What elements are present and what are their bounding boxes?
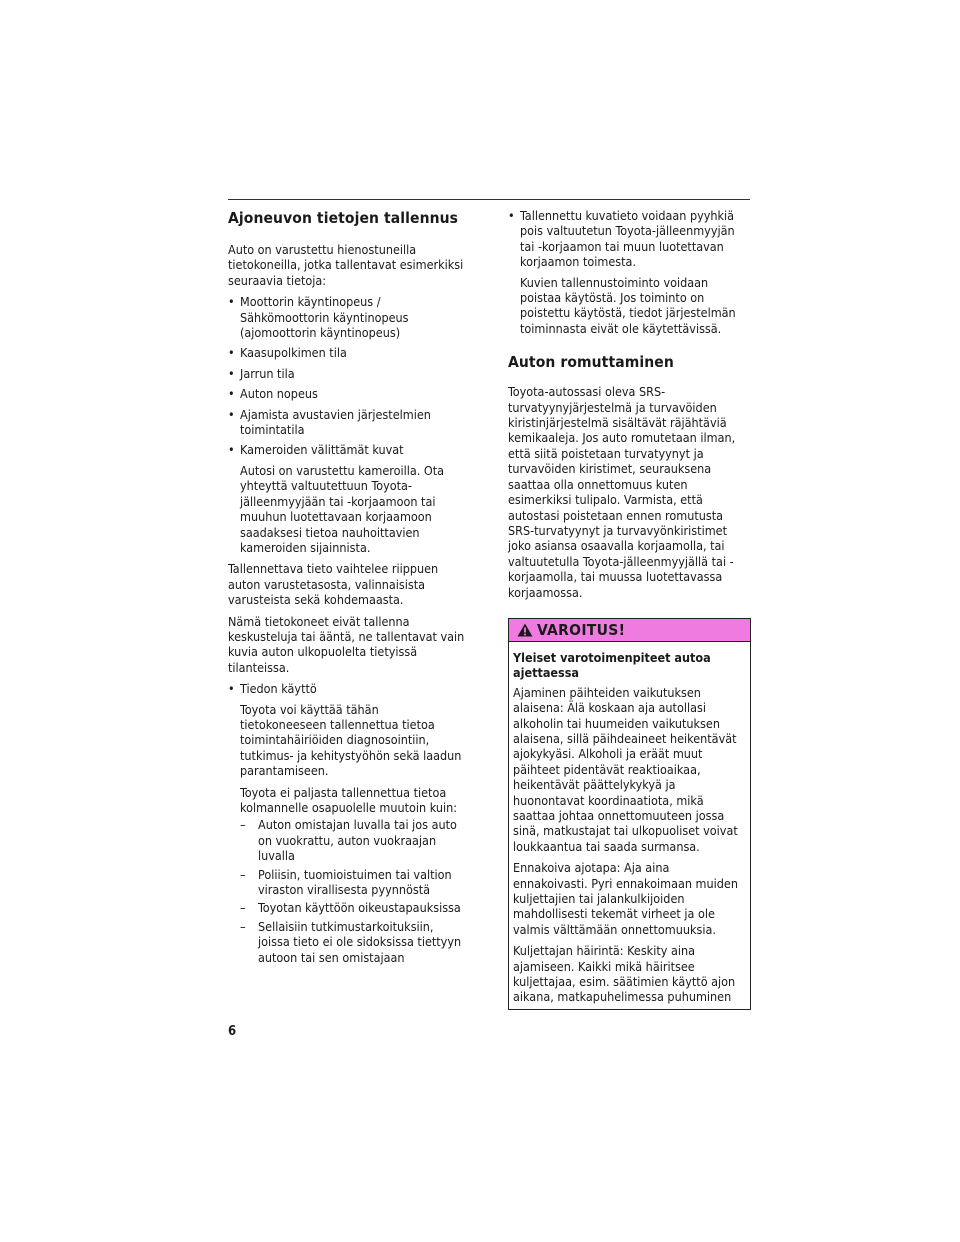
dash-item: – Toyotan käyttöön oikeustapauksissa	[228, 900, 468, 915]
warning-box	[508, 618, 751, 1010]
usage-paragraph-1: Toyota voi käyttää tähän tietokoneeseen tallennettua tietoa toimintahäiriöiden diagnosointiin, tutkimus- ja kehitystyöhön sekä laadun parantamiseen.	[240, 701, 462, 779]
paragraph-no-audio: Nämä tietokoneet eivät tallenna keskusteluja tai ääntä, ne tallentavat vain kuvia auton ulkopuolelta tietyissä tilanteissa.	[228, 613, 465, 675]
list-item: • Ajamista avustavien järjestelmien toimintatila	[228, 407, 468, 438]
left-column	[228, 208, 468, 968]
warning-paragraph-distraction: Kuljettajan häirintä: Keskity aina ajamiseen. Kaikki mikä häiritsee kuljettajaa, esim. säätimien käyttö ajon aikana, matkapuhelimessa puhuminen	[513, 943, 736, 1005]
warning-paragraph-defensive-driving: Ennakoiva ajotapa: Aja aina ennakoivasti. Pyri ennakoimaan muiden kuljettajien tai jalankulkijoiden mahdollisesti tekemät virheet ja ole valmis välttämään onnettomuuksia.	[513, 860, 738, 937]
paragraph-variation: Tallennettava tieto vaihtelee riippuen auton varustetasosta, valinnaisista varusteista sekä kohdemaasta.	[228, 561, 439, 608]
camera-note: Autosi on varustettu kameroilla. Ota yhteyttä valtuutettuun Toyota-jälleenmyyjään tai -korjaamoon tai muuhun luotettavaan korjaamoon saadaksesi tietoa nauhoittavien kameroiden sijainnista.	[240, 462, 445, 555]
list-item-image-deletion: • Tallennettu kuvatieto voidaan pyyhkiä pois valtuutetun Toyota-jälleenmyyjän tai -korjaamon tai muun luotettavan korjaamon toimesta.	[508, 208, 751, 270]
list-item-data-usage: • Tiedon käyttö	[228, 681, 468, 696]
section-heading-scrapping: Auton romuttaminen	[508, 353, 674, 372]
warning-label: VAROITUS!	[537, 620, 626, 639]
warning-header	[509, 619, 750, 642]
dash-item: – Sellaisiin tutkimustarkoituksiin, joissa tieto ei ole sidoksissa tiettyyn autoon tai sen omistajaan	[228, 919, 468, 965]
scrapping-paragraph: Toyota-autossasi oleva SRS-turvatyynyjärjestelmä ja turvavöiden kiristinjärjestelmä sisältävät räjähtäviä kemikaaleja. Jos auto romutetaan ilman, että siitä poistetaan turvatyynyt ja turvavöiden kiristimet, seurauksena saattaa olla onnettomuus kuten esimerkiksi tulipalo. Varmista, että autostasi poistetaan ennen romutusta SRS-turvatyynyt ja turvavyönkiristimet joko asiansa osaavalla korjaamolla, tai valtuutetulla Toyota-jälleenmyyjällä tai -korjaamolla, tai muussa luotettavassa korjaamossa.	[508, 384, 736, 600]
list-item: • Kameroiden välittämät kuvat	[228, 442, 468, 457]
list-item: • Moottorin käyntinopeus / Sähkömoottorin käyntinopeus (ajomoottorin käyntinopeus)	[228, 294, 468, 340]
warning-title: Yleiset varotoimenpiteet autoa ajettaessa	[513, 649, 711, 681]
dash-item: – Poliisin, tuomioistuimen tai valtion viraston virallisesta pyynnöstä	[228, 867, 468, 898]
dash-item: – Auton omistajan luvalla tai jos auto on vuokrattu, auton vuokraajan luvalla	[228, 817, 468, 863]
section-heading-data-recording: Ajoneuvon tietojen tallennus	[228, 209, 459, 227]
page-number: 6	[228, 1024, 237, 1039]
intro-paragraph: Auto on varustettu hienostuneilla tietokoneilla, jotka tallentavat esimerkiksi seuraavia tietoja:	[228, 242, 464, 288]
warning-triangle-icon	[517, 623, 533, 637]
warning-body	[509, 642, 750, 1009]
list-item: • Kaasupolkimen tila	[228, 345, 468, 360]
list-item: • Jarrun tila	[228, 366, 468, 381]
recording-disable-note: Kuvien tallennustoiminto voidaan poistaa käytöstä. Jos toiminto on poistettu käytöstä, tiedot järjestelmän toiminnasta eivät ole käytettävissä.	[520, 274, 736, 336]
top-rule	[228, 199, 750, 200]
right-column	[508, 208, 751, 1010]
list-item: • Auton nopeus	[228, 386, 468, 401]
warning-paragraph-intoxication: Ajaminen päihteiden vaikutuksen alaisena: Älä koskaan aja autollasi alkoholin tai huumeiden vaikutuksen alaisena, sillä päihdeaineet heikentävät ajokykyäsi. Alkoholi ja eräät muut päihteet pidentävät reaktioaikaa, heikentävät päättelykykyä ja huonontavat koordinaatiota, mikä saattaa johtaa onnettomuuteen jossa sinä, matkustajat tai ulkopuoliset voivat loukkaantua tai saada surmansa.	[513, 684, 738, 854]
usage-paragraph-2: Toyota ei paljasta tallennettua tietoa kolmannelle osapuolelle muutoin kuin:	[240, 784, 458, 815]
